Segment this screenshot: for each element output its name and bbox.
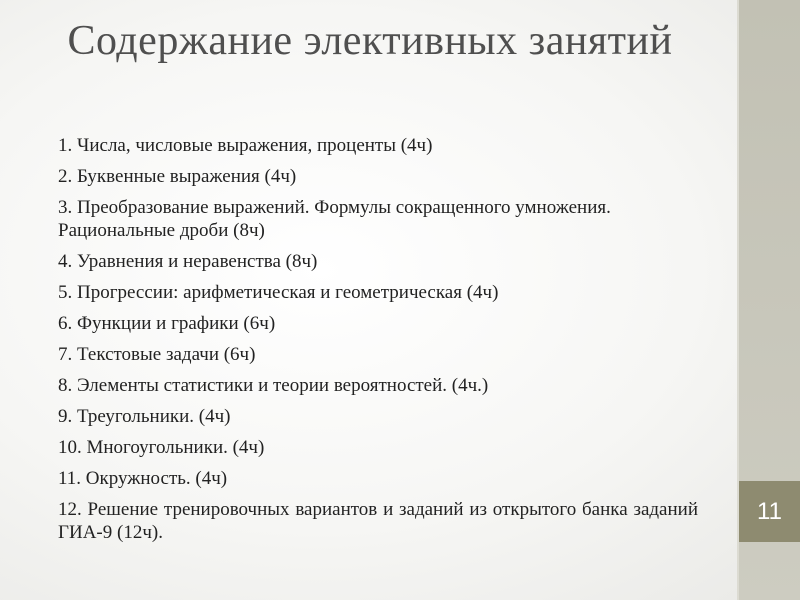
list-item: 8. Элементы статистики и теории вероятностей. (4ч.) [58,375,489,396]
list-item: 9. Треугольники. (4ч) [58,406,231,427]
slide-title: Содержание элективных занятий [67,18,673,64]
list-item: 10. Многоугольники. (4ч) [58,437,265,458]
list-item: 2. Буквенные выражения (4ч) [58,166,297,187]
list-item: 11. Окружность. (4ч) [58,468,228,489]
page-number: 11 [757,497,782,525]
list-item: 4. Уравнения и неравенства (8ч) [58,251,318,272]
list-item: 6. Функции и графики (6ч) [58,313,276,334]
list-item: 12. Решение тренировочных вариантов и заданий из открытого банка заданий ГИА-9 (12ч). [58,499,698,543]
list-item: 5. Прогрессии: арифметическая и геометрическая (4ч) [58,282,499,303]
page-number-badge [739,481,800,542]
list-item: 3. Преобразование выражений. Формулы сокращенного умножения. Рациональные дроби (8ч) [58,197,611,241]
content-list [58,134,698,552]
list-item: 1. Числа, числовые выражения, проценты (4ч) [58,135,433,156]
list-item: 7. Текстовые задачи (6ч) [58,344,256,365]
